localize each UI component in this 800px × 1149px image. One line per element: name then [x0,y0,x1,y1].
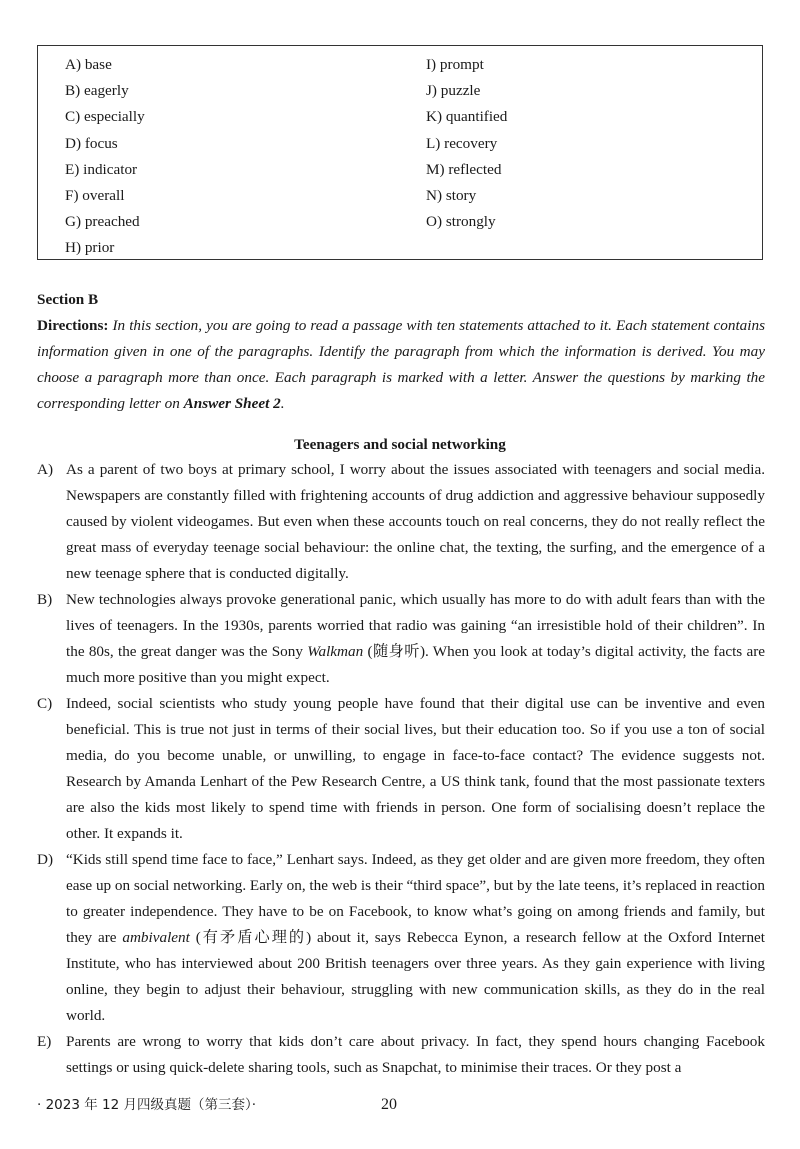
text-segment: “Kids still spend time face to face,” Lenhart says. Indeed, as they get older and are given more freedom, they often ease up on social networking. Early on, the web is their “third space”, but by the late teens, it’s replaced in reaction to greater independence. They have to be on Facebook, to know what’s going on among friends and family, but they are [66,851,765,946]
paragraph-c [37,691,765,847]
word-option: D) focus [65,134,118,152]
word-bank-left-column [65,52,145,262]
directions [37,313,765,417]
word-option: O) strongly [426,213,496,231]
word-option: C) especially [65,108,145,126]
word-option: L) recovery [426,134,498,152]
directions-end: . [280,395,285,412]
italic-term: ambivalent [122,929,190,946]
paragraph-text: Indeed, social scientists who study young people have found that their digital use can be inventive and even beneficial. This is true not just in terms of their social lives, but their education too. So if you use a ton of social media, do you become unable, or unwilling, to engage in face-to-face contact? The evidence suggests not. Research by Amanda Lenhart of the Pew Research Centre, a US think tank, found that the most passionate texters are also the kids most likely to spend time with friends in person. One form of socialising doesn’t replace the other. It expands it. [66,695,765,842]
word-option: E) indicator [65,160,138,178]
section-title: Section B [37,291,99,308]
paragraph-letter: C) [37,695,53,712]
word-option: I) prompt [426,56,484,73]
word-option: G) preached [65,213,140,231]
word-option: B) eagerly [65,82,129,100]
chinese-note: (随身听) [363,643,426,660]
word-option: M) reflected [426,160,502,178]
chinese-note: (有矛盾心理的) [189,929,312,946]
word-option: A) base [65,56,112,73]
word-bank-right-column [426,52,507,235]
paragraph-letter: B) [37,591,53,608]
paragraph-a [37,457,765,587]
text-segment: New technologies always provoke generational panic, which usually has more to do with adult fears than with the lives of teenagers. In the 1930s, parents worried that radio was gaining “an irresistible hold of their children”. In the 80s, the great danger was the Sony [66,591,765,660]
text-segment: about it, says Rebecca Eynon, a research fellow at the Oxford Internet Institute, who has interviewed about 200 British teenagers over three years. As they gain experience with living online, they begin to adjust their behaviour, struggling with new communication skills, as they do in the real world. [66,929,765,1024]
paragraph-text [66,587,765,691]
paragraph-letter: D) [37,851,54,868]
paragraph-text [66,847,765,1029]
paragraph-e [37,1029,765,1081]
word-bank-box [37,45,763,260]
directions-label: Directions: [37,317,109,334]
paragraph-letter: E) [37,1033,52,1050]
passage-title: Teenagers and social networking [294,436,506,453]
paragraph-text: Parents are wrong to worry that kids don’t care about privacy. In fact, they spend hours changing Facebook settings or using quick-delete sharing tools, such as Snapchat, to minimise their traces. Or they post a [66,1033,765,1076]
word-option: N) story [426,186,477,204]
directions-text: In this section, you are going to read a passage with ten statements attached to it. Each statement contains information given in one of the paragraphs. Identify the paragraph from which the information is derived. You may choose a paragraph more than once. Each paragraph is marked with a letter. Answer the questions by marking the corresponding letter on [37,317,765,412]
word-option: J) puzzle [426,82,481,100]
word-option: K) quantified [426,108,508,126]
paragraph-b [37,587,765,691]
section-b [37,287,765,417]
answer-sheet-ref: Answer Sheet 2 [183,395,281,412]
text-segment: . When you look at today’s digital activity, the facts are much more positive than you might expect. [66,643,766,686]
page-number: 20 [381,1096,397,1113]
paragraph-d [37,847,765,1029]
word-option: F) overall [65,186,125,204]
paragraph-text: As a parent of two boys at primary school, I worry about the issues associated with teenagers and social media. Newspapers are constantly filled with frightening accounts of drug addiction and aggressive behaviour supposedly caused by violent videogames. But even when these accounts touch on real concerns, they do not really reflect the great mass of everyday teenage social behaviour: the online chat, the texting, the surfing, and the emergence of a new teenage sphere that is conducted digitally. [66,461,765,582]
paragraph-letter: A) [37,461,54,478]
word-option: H) prior [65,239,115,257]
italic-term: Walkman [307,643,364,660]
exam-source-footer: · 2023 年 12 月四级真题（第三套）· [37,1097,257,1113]
passage-body [37,457,765,1081]
